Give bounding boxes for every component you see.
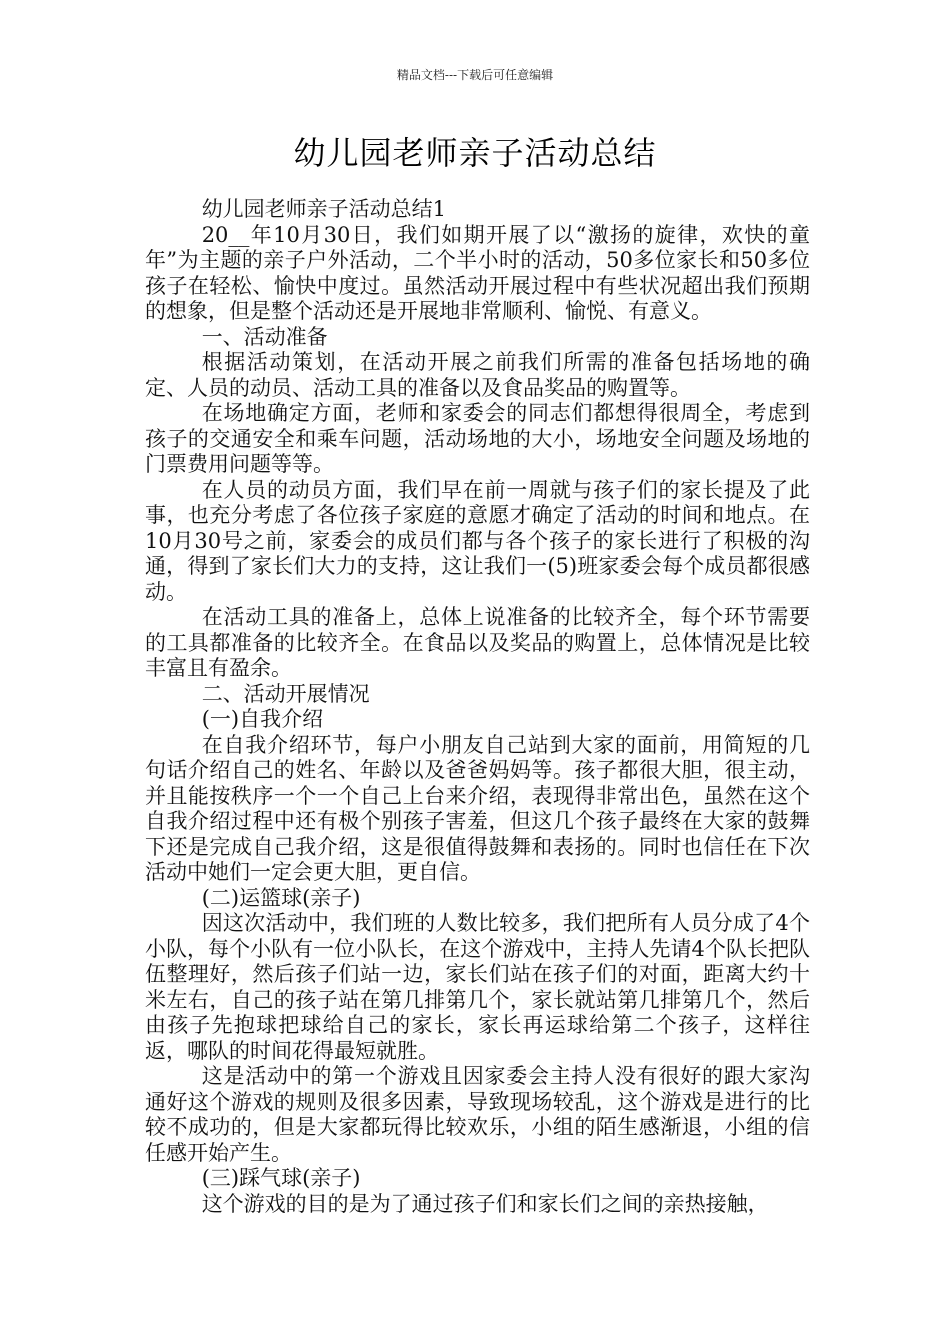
section-heading-preparation: 一、活动准备: [201, 324, 328, 349]
section-heading-activities: 二、活动开展情况: [201, 681, 370, 706]
paragraph: 在自我介绍环节，每户小朋友自己站到大家的面前，用简短的几句话介绍自己的姓名、年龄以及爸爸妈妈等。孩子都很大胆，很主动，并且能按秩序一个一个自己上台来介绍，表现得非常出色，虽然在这个自我介绍过程中还有极个别孩子害羞，但这几个孩子最终在大家的鼓舞下还是完成自己我介绍，这是很值得鼓舞和表扬的。同时也信任在下次活动中她们一定会更大胆，更自信。: [145, 732, 810, 884]
paragraph: 这个游戏的目的是为了通过孩子们和家长们之间的亲热接触，: [201, 1191, 769, 1216]
paragraph: 在场地确定方面，老师和家委会的同志们都想得很周全，考虑到孩子的交通安全和乘车问题，活动场地的大小，场地安全问题及场地的门票费用问题等等。: [145, 401, 810, 476]
paragraph: 这是活动中的第一个游戏且因家委会主持人没有很好的跟大家沟通好这个游戏的规则及很多因素，导致现场较乱，这个游戏是进行的比较不成功的，但是大家都玩得比较欢乐，小组的陌生感渐退，小组的信任感开始产生。: [145, 1064, 810, 1165]
paragraph-intro: 20__年10月30日，我们如期开展了以“激扬的旋律，欢快的童年”为主题的亲子户外活动，二个半小时的活动，50多位家长和50多位孩子在轻松、愉快中度过。虽然活动开展过程中有些状况超出我们预期的想象，但是整个活动还是开展地非常顺利、愉悦、有意义。: [145, 222, 810, 323]
paragraph: 在活动工具的准备上，总体上说准备的比较齐全，每个环节需要的工具都准备的比较齐全。在食品以及奖品的购置上，总体情况是比较丰富且有盈余。: [145, 605, 810, 680]
document-body: [145, 197, 810, 1217]
paragraph: 因这次活动中，我们班的人数比较多，我们把所有人员分成了4个小队，每个小队有一位小队长，在这个游戏中，主持人先请4个队长把队伍整理好，然后孩子们站一边，家长们站在孩子们的对面，距离大约十米左右，自己的孩子站在第几排第几个，家长就站第几排第几个，然后由孩子先抱球把球给自己的家长，家长再运球给第二个孩子，这样往返，哪队的时间花得最短就胜。: [145, 911, 810, 1063]
subsection-heading: (二)运篮球(亲子): [201, 885, 361, 910]
paragraph-subtitle: 幼儿园老师亲子活动总结1: [201, 197, 447, 221]
subsection-heading: (三)踩气球(亲子): [201, 1166, 361, 1190]
subsection-heading: (一)自我介绍: [201, 707, 324, 731]
document-title: 幼儿园老师亲子活动总结: [293, 134, 657, 172]
paragraph: 在人员的动员方面，我们早在前一周就与孩子们的家长提及了此事，也充分考虑了各位孩子家庭的意愿才确定了活动的时间和地点。在10月30号之前，家委会的成员们都与各个孩子的家长进行了积极的沟通，得到了家长们大力的支持，这让我们一(5)班家委会每个成员都很感动。: [145, 477, 810, 604]
paragraph: 根据活动策划，在活动开展之前我们所需的准备包括场地的确定、人员的动员、活动工具的准备以及食品奖品的购置等。: [145, 350, 810, 400]
header-note: 精品文档---下载后可任意编辑: [396, 68, 554, 82]
